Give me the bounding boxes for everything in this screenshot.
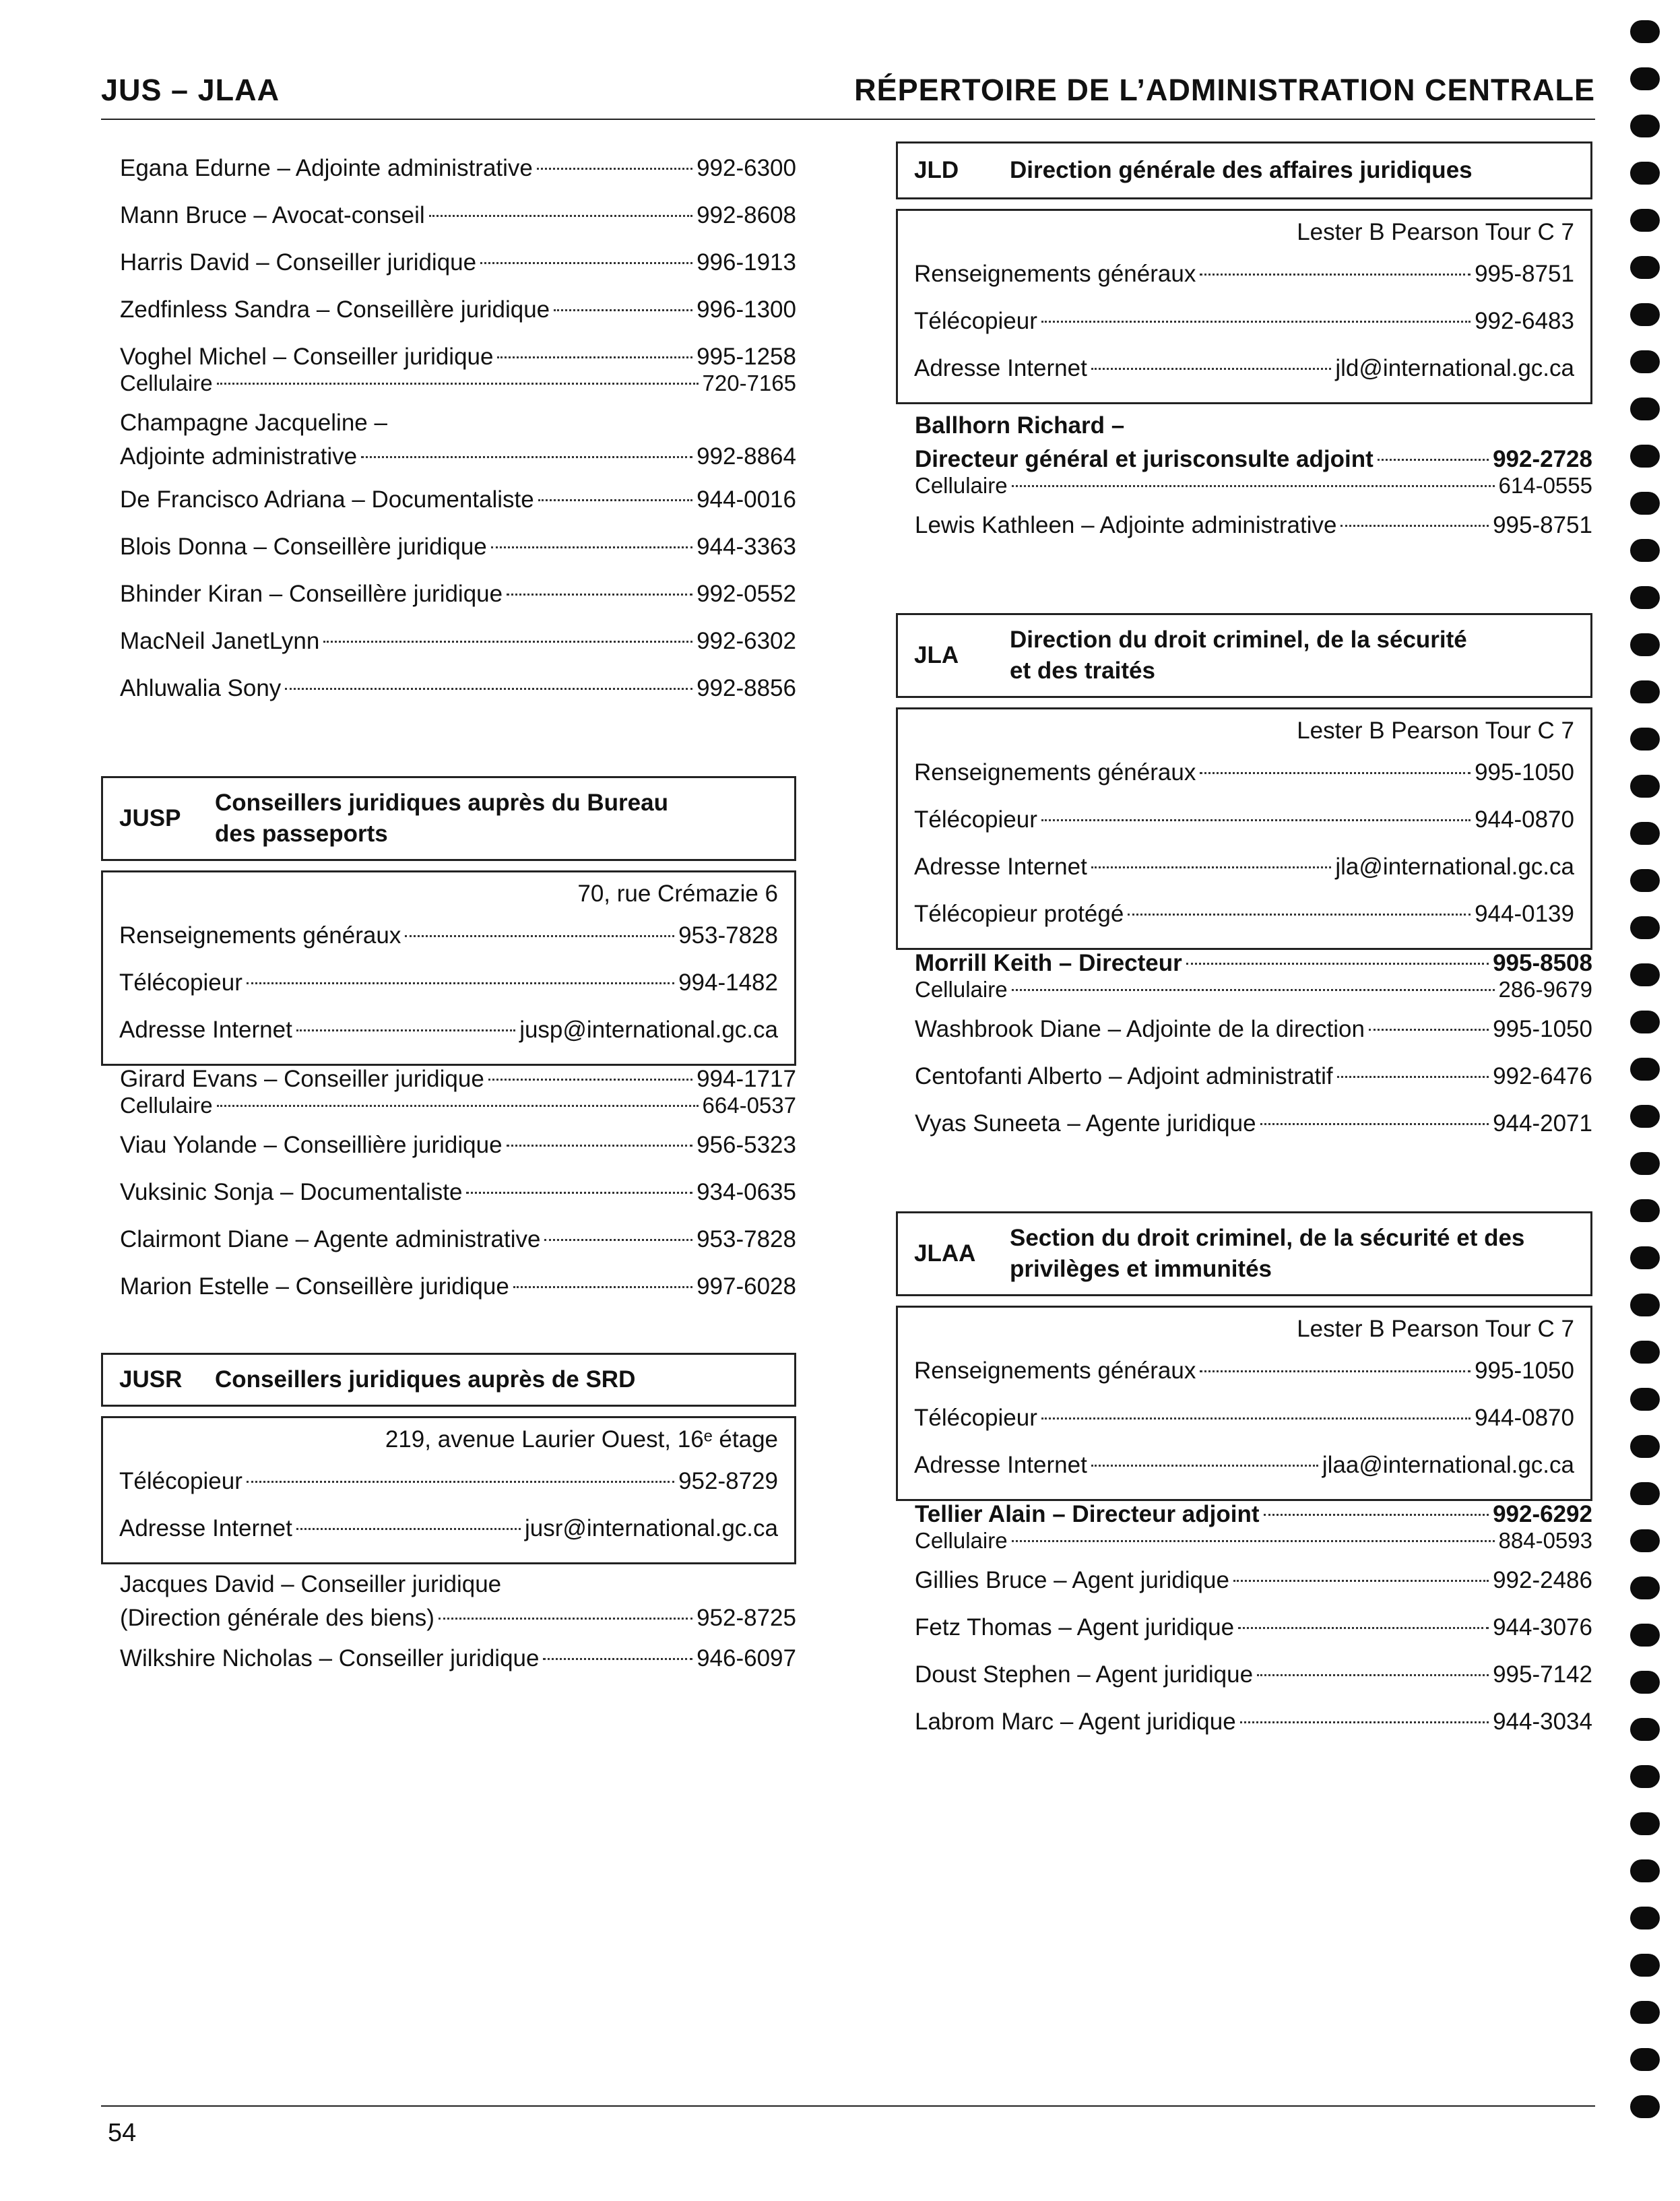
directory-entry: Zedfinless Sandra – Conseillère juridique 996-1300 (120, 296, 796, 323)
cellular-entry: Cellulaire 286-9679 (915, 977, 1592, 1002)
cellular-entry: Cellulaire 614-0555 (915, 473, 1592, 498)
binding-hole (1630, 1152, 1660, 1175)
section-info-box-jlaa (896, 1306, 1592, 1501)
section-code: JUSR (119, 1366, 183, 1393)
info-entry: Renseignements généraux 953-7828 (119, 922, 778, 949)
footer-rule (101, 2105, 1595, 2107)
section-address: 70, rue Crémazie 6 (577, 881, 778, 907)
binding-hole (1630, 586, 1660, 609)
entry-name-line: Jacques David – Conseiller juridique (120, 1571, 502, 1597)
info-entry: Adresse Internet jld@international.gc.ca (914, 355, 1574, 381)
binding-hole (1630, 445, 1660, 468)
binding-hole (1630, 822, 1660, 845)
section-info-box-jusr (101, 1416, 796, 1564)
info-entry: Adresse Internet jusr@international.gc.ca (119, 1515, 778, 1541)
binding-hole (1630, 397, 1660, 420)
binding-hole (1630, 728, 1660, 751)
binding-hole (1630, 680, 1660, 703)
section-title-box-jla (896, 613, 1592, 698)
info-entry: Adresse Internet jusp@international.gc.ca (119, 1017, 778, 1043)
directory-entry: Marion Estelle – Conseillère juridique 997-6028 (120, 1273, 796, 1300)
binding-hole (1630, 1859, 1660, 1882)
binding-hole (1630, 916, 1660, 939)
info-entry: Télécopieur 944-0870 (914, 806, 1574, 833)
directory-entry: Lewis Kathleen – Adjointe administrative 995-8751 (915, 512, 1592, 538)
binding-hole (1630, 1671, 1660, 1694)
directory-entry: Bhinder Kiran – Conseillère juridique 992-0552 (120, 581, 796, 607)
section-info-box-jla (896, 707, 1592, 950)
directory-entry: Fetz Thomas – Agent juridique 944-3076 (915, 1614, 1592, 1640)
page-header-right: RÉPERTOIRE DE L’ADMINISTRATION CENTRALE (854, 73, 1595, 107)
right-column (896, 141, 1592, 1756)
binding-hole (1630, 1907, 1660, 1929)
binding-hole (1630, 539, 1660, 562)
binding-hole (1630, 1011, 1660, 1033)
directory-entry: Egana Edurne – Adjointe administrative 992-6300 (120, 155, 796, 181)
info-entry: Télécopieur protégé 944-0139 (914, 901, 1574, 927)
section-info-box-jld (896, 209, 1592, 404)
section-code: JLD (914, 157, 959, 183)
binding-hole (1630, 492, 1660, 515)
section-code: JUSP (119, 805, 181, 831)
header-rule (101, 119, 1595, 120)
section-title-box-jusr (101, 1353, 796, 1407)
binding-hole (1630, 633, 1660, 656)
binding-hole (1630, 2048, 1660, 2071)
binding-hole (1630, 1341, 1660, 1364)
binding-hole (1630, 1199, 1660, 1222)
directory-entry: Gillies Bruce – Agent juridique 992-2486 (915, 1567, 1592, 1593)
directory-entry: Mann Bruce – Avocat-conseil 992-8608 (120, 202, 796, 228)
left-column (101, 155, 796, 1692)
cellular-entry: Cellulaire 720-7165 (120, 371, 796, 395)
directory-entry: Clairmont Diane – Agente administrative 953-7828 (120, 1226, 796, 1252)
section-name: Conseillers juridiques auprès de SRD (215, 1366, 636, 1393)
binding-hole (1630, 963, 1660, 986)
directory-entry: Wilkshire Nicholas – Conseiller juridique 946-6097 (120, 1645, 796, 1671)
binding-hole (1630, 1765, 1660, 1788)
section-title-box-jusp (101, 776, 796, 861)
directory-entry: Viau Yolande – Conseillière juridique 956-5323 (120, 1132, 796, 1158)
binding-hole (1630, 1388, 1660, 1411)
info-entry: Renseignements généraux 995-8751 (914, 261, 1574, 287)
directory-entry: Voghel Michel – Conseiller juridique 995-1258 (120, 344, 796, 370)
binding-hole (1630, 1812, 1660, 1835)
directory-entry: Vyas Suneeta – Agente juridique 944-2071 (915, 1110, 1592, 1137)
binding-hole (1630, 115, 1660, 137)
entry-name-line: Ballhorn Richard – (915, 412, 1125, 439)
binding-hole (1630, 869, 1660, 892)
binding-hole (1630, 1718, 1660, 1741)
section-title-box-jld (896, 141, 1592, 199)
binding-hole (1630, 1482, 1660, 1505)
binding-hole (1630, 1105, 1660, 1128)
info-entry: Renseignements généraux 995-1050 (914, 759, 1574, 786)
directory-entry: Directeur général et jurisconsulte adjoint 992-2728 (915, 446, 1592, 472)
cellular-entry: Cellulaire 664-0537 (120, 1093, 796, 1118)
section-name: Direction générale des affaires juridiques (1010, 157, 1473, 183)
binding-hole (1630, 1576, 1660, 1599)
binding-hole (1630, 1954, 1660, 1977)
binding-hole (1630, 1058, 1660, 1081)
directory-entry: Harris David – Conseiller juridique 996-1913 (120, 249, 796, 276)
entry-name-line: Champagne Jacqueline – (120, 410, 387, 436)
directory-entry: (Direction générale des biens) 952-8725 (120, 1605, 796, 1631)
binding-hole (1630, 775, 1660, 798)
info-entry: Renseignements généraux 995-1050 (914, 1358, 1574, 1384)
section-name: Conseillers juridiques auprès du Bureau des passeports (215, 790, 668, 847)
info-entry: Télécopieur 952-8729 (119, 1468, 778, 1494)
cellular-entry: Cellulaire 884-0593 (915, 1528, 1592, 1553)
info-entry: Adresse Internet jlaa@international.gc.ca (914, 1452, 1574, 1478)
page-number: 54 (108, 2119, 137, 2147)
directory-entry: Girard Evans – Conseiller juridique 994-1717 (120, 1066, 796, 1092)
info-entry: Télécopieur 994-1482 (119, 969, 778, 996)
directory-entry: MacNeil JanetLynn 992-6302 (120, 628, 796, 654)
directory-entry: Ahluwalia Sony 992-8856 (120, 675, 796, 701)
binding-hole (1630, 303, 1660, 326)
page-header-left: JUS – JLAA (101, 73, 280, 107)
directory-entry: Centofanti Alberto – Adjoint administratif 992-6476 (915, 1063, 1592, 1089)
binding-hole (1630, 1529, 1660, 1552)
spiral-binding (1630, 20, 1664, 2142)
info-entry: Télécopieur 944-0870 (914, 1405, 1574, 1431)
directory-entry: Vuksinic Sonja – Documentaliste 934-0635 (120, 1179, 796, 1205)
section-code: JLAA (914, 1240, 976, 1267)
binding-hole (1630, 1624, 1660, 1647)
section-info-box-jusp (101, 870, 796, 1066)
binding-hole (1630, 209, 1660, 232)
section-name: Section du droit criminel, de la sécurité et des privilèges et immunités (1010, 1225, 1525, 1282)
binding-hole (1630, 20, 1660, 43)
binding-hole (1630, 1294, 1660, 1316)
section-name: Direction du droit criminel, de la sécurité et des traités (1010, 627, 1467, 684)
section-title-box-jlaa (896, 1211, 1592, 1296)
binding-hole (1630, 256, 1660, 279)
section-address: 219, avenue Laurier Ouest, 16ᵉ étage (385, 1426, 778, 1453)
directory-entry: Tellier Alain – Directeur adjoint 992-6292 (915, 1501, 1592, 1527)
directory-entry: Morrill Keith – Directeur 995-8508 (915, 950, 1592, 976)
binding-hole (1630, 2001, 1660, 2024)
info-entry: Télécopieur 992-6483 (914, 308, 1574, 334)
section-code: JLA (914, 642, 959, 668)
binding-hole (1630, 2095, 1660, 2118)
info-entry: Adresse Internet jla@international.gc.ca (914, 854, 1574, 880)
directory-entry: Doust Stephen – Agent juridique 995-7142 (915, 1661, 1592, 1688)
section-address: Lester B Pearson Tour C 7 (1297, 219, 1574, 245)
binding-hole (1630, 67, 1660, 90)
directory-entry: De Francisco Adriana – Documentaliste 944-0016 (120, 486, 796, 513)
binding-hole (1630, 1246, 1660, 1269)
section-address: Lester B Pearson Tour C 7 (1297, 717, 1574, 744)
directory-entry: Adjointe administrative 992-8864 (120, 443, 796, 470)
directory-entry: Labrom Marc – Agent juridique 944-3034 (915, 1709, 1592, 1735)
directory-entry: Washbrook Diane – Adjointe de la direction 995-1050 (915, 1016, 1592, 1042)
binding-hole (1630, 1435, 1660, 1458)
directory-entry: Blois Donna – Conseillère juridique 944-3363 (120, 534, 796, 560)
binding-hole (1630, 350, 1660, 373)
binding-hole (1630, 162, 1660, 185)
section-address: Lester B Pearson Tour C 7 (1297, 1316, 1574, 1342)
